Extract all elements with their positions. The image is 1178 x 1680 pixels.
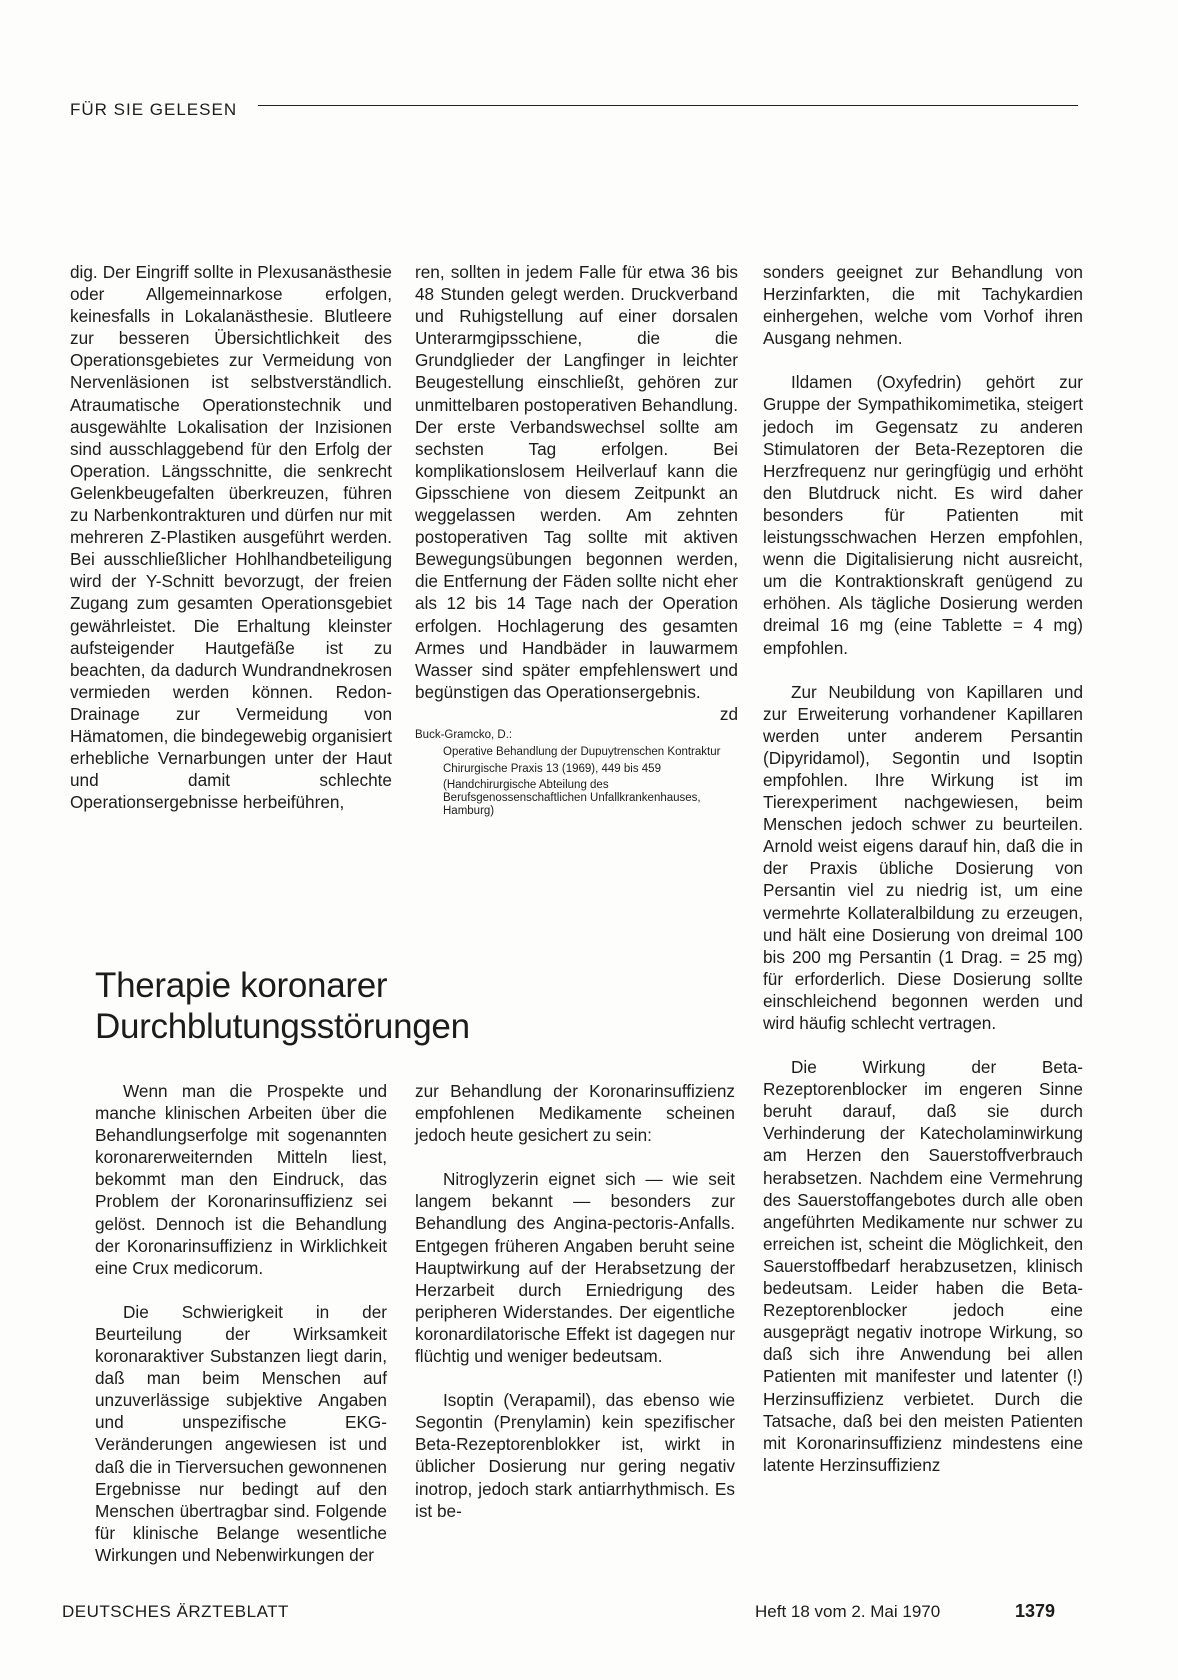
footer-journal-name: DEUTSCHES ÄRZTEBLATT (62, 1602, 289, 1621)
body-paragraph: Ildamen (Oxyfedrin) gehört zur Gruppe der Sympathikomimetika, steigert jedoch im Gegensatz zu anderen Stimulatoren der Beta-Rezeptoren die Herzfrequenz nur geringfügig und erhöht den Blutdruck nicht. Es wird daher besonders für Patienten mit leistungsschwachen Herzen empfohlen, wenn die Digitalisierung nicht ausreicht, um die Kontraktionskraft genügend zu erhöhen. Als tägliche Dosierung werden dreimal 16 mg (eine Tablette = 4 mg) empfohlen. (763, 372, 1083, 658)
footer-page-number: 1379 (1015, 1601, 1056, 1621)
body-paragraph: Die Schwierigkeit in der Beurteilung der Wirksamkeit koronaraktiver Substanzen liegt darin, daß man beim Menschen auf unzuverlässige subjektive Angaben und unspezifische EKG-Veränderungen angewiesen ist und daß die in Tierversuchen gewonnenen Ergebnisse nur bedingt auf den Menschen übertragbar sind. Folgende für klinische Belange wesentliche Wirkungen und Nebenwirkungen der (95, 1301, 387, 1565)
section-label: FÜR SIE GELESEN (70, 100, 238, 119)
article-title-line-1: Therapie koronarer (95, 966, 388, 1005)
reference-affiliation: (Handchirurgische Abteilung des Berufsgenossenschaftlichen Unfallkrankenhauses, Hamburg) (443, 779, 701, 817)
article-title (95, 965, 555, 1047)
continued-article-column-2 (415, 261, 738, 818)
article-column-1 (95, 1080, 387, 1566)
body-paragraph: Zur Neubildung von Kapillaren und zur Erweiterung vorhandener Kapillaren werden unter anderem Persantin (Dipyridamol), Segontin und Isoptin empfohlen. Ihre Wirkung ist im Tierexperiment nachgewiesen, beim Menschen jedoch schwer zu beurteilen. Arnold weist eigens darauf hin, daß die in der Praxis übliche Dosierung von Persantin viel zu niedrig ist, um eine vermehrte Kollateralbildung zu erzeugen, und hält eine Dosierung von dreimal 100 bis 200 mg Persantin (1 Drag. = 25 mg) für erforderlich. Diese Dosierung sollte einschleichend begonnen werden und wird häufig schlecht vertragen. (763, 681, 1083, 1033)
body-paragraph: Nitroglyzerin eignet sich — wie seit langem bekannt — besonders zur Behandlung des Angina-pectoris-Anfalls. Entgegen früheren Angaben beruht seine Hauptwirkung auf der Herabsetzung der Herzarbeit durch Erniedrigung des peripheren Widerstandes. Der eigentliche koronardilatorische Effekt ist dagegen nur flüchtig und weniger bedeutsam. (415, 1169, 735, 1367)
body-paragraph: sonders geeignet zur Behandlung von Herzinfarkten, die mit Tachykardien einhergehen, welche vom Vorhof ihren Ausgang nehmen. (763, 262, 1083, 349)
article-column-3 (763, 261, 1083, 1476)
footer-issue: Heft 18 vom 2. Mai 1970 (755, 1602, 941, 1621)
body-paragraph: ren, sollten in jedem Falle für etwa 36 bis 48 Stunden gelegt werden. Druckverband und Ruhigstellung auf einer dorsalen Unterarmgipsschiene, die die Grundglieder der Langfinger in leichter Beugestellung einschließt, gehören zur unmittelbaren postoperativen Behandlung. Der erste Verbandswechsel sollte am sechsten Tag erfolgen. Bei komplikationslosem Heilverlauf kann die Gipsschiene von diesem Zeitpunkt an weggelassen werden. Am zehnten postoperativen Tag sollte mit aktiven Bewegungsübungen begonnen werden, die Entfernung der Fäden sollte nicht eher als 12 bis 14 Tage nach der Operation erfolgen. Hochlagerung des gesamten Armes und Handbäder in lauwarmem Wasser sind später empfehlenswert und begünstigen das Operationsergebnis. (415, 262, 738, 702)
continued-article-column-1 (70, 261, 392, 813)
author-signature: zd (719, 703, 738, 724)
reference-author: Buck-Gramcko, D.: (415, 728, 513, 741)
reference-source: Chirurgische Praxis 13 (1969), 449 bis 459 (443, 762, 661, 775)
reference-title: Operative Behandlung der Dupuytrenschen Kontraktur (443, 745, 721, 758)
article-column-2 (415, 1080, 735, 1522)
body-paragraph: Isoptin (Verapamil), das ebenso wie Segontin (Prenylamin) kein spezifischer Beta-Rezeptorenblokker ist, wirkt in üblicher Dosierung nur gering negativ inotrop, jedoch stark antiarrhythmisch. Es ist be- (415, 1390, 735, 1521)
reference-block (415, 729, 738, 818)
article-title-line-2: Durchblutungsstörungen (95, 1007, 470, 1046)
body-paragraph: dig. Der Eingriff sollte in Plexusanästhesie oder Allgemeinnarkose erfolgen, keinesfalls in Lokalanästhesie. Blutleere zur besseren Übersichtlichkeit des Operationsgebietes zur Vermeidung von Nervenläsionen ist selbstverständlich. Atraumatische Operationstechnik und ausgewählte Lokalisation der Inzisionen sind ausschlaggebend für den Erfolg der Operation. Längsschnitte, die senkrecht Gelenkbeugefalten überkreuzen, führen zu Narbenkontrakturen und dürfen nur mit mehreren Z-Plastiken ausgeführt werden. Bei ausschließlicher Hohlhandbeteiligung wird der Y-Schnitt bevorzugt, der freien Zugang zum gesamten Operationsgebiet gewährleistet. Die Erhaltung kleinster aufsteigender Hautgefäße ist zu beachten, da dadurch Wundrandnekrosen vermieden werden können. Redon-Drainage zur Vermeidung von Hämatomen, die bindegewebig organisiert erhebliche Vernarbungen unter der Haut und damit schlechte Operationsergebnisse herbeiführen, (70, 262, 392, 813)
body-paragraph: Die Wirkung der Beta-Rezeptorenblocker im engeren Sinne beruht darauf, daß sie durch Verhinderung der Katecholaminwirkung am Herzen den Sauerstoffverbrauch herabsetzen. Nachdem eine Vermehrung des Sauerstoffangebotes durch alle oben angeführten Medikamente nur schwer zu erreichen ist, scheint die Möglichkeit, den Sauerstoffbedarf herabzusetzen, klinisch bedeutsam. Leider haben die Beta-Rezeptorenblocker jedoch eine ausgeprägt negativ inotrope Wirkung, so daß sich ihre Anwendung bei allen Patienten mit manifester und latenter (!) Herzinsuffizienz verbietet. Durch die Tatsache, daß bei den meisten Patienten mit Koronarinsuffizienz mindestens eine latente Herzinsuffizienz (763, 1057, 1083, 1475)
body-paragraph: zur Behandlung der Koronarinsuffizienz empfohlenen Medikamente scheinen jedoch heute gesichert zu sein: (415, 1081, 735, 1146)
body-paragraph: Wenn man die Prospekte und manche klinischen Arbeiten über die Behandlungserfolge mit sogenannten koronarerweiternden Mitteln liest, bekommt man den Eindruck, das Problem der Koronarinsuffizienz sei gelöst. Dennoch ist die Behandlung der Koronarinsuffizienz in Wirklichkeit eine Crux medicorum. (95, 1081, 387, 1278)
header-rule (258, 105, 1078, 106)
